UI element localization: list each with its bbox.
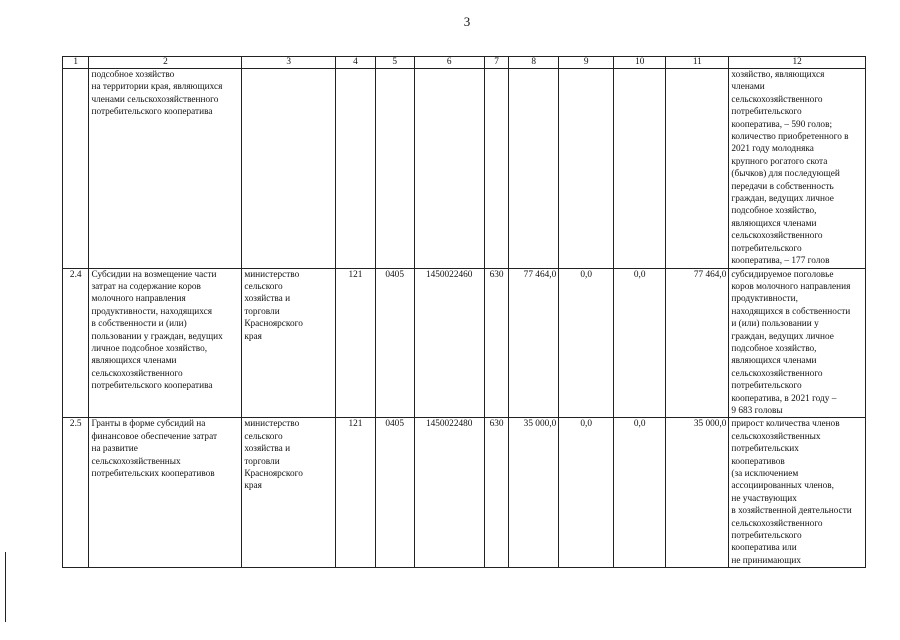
amount-year3-cell xyxy=(614,69,666,269)
section-code-cell: 0405 xyxy=(375,418,414,568)
expense-type-cell: 630 xyxy=(484,418,508,568)
target-article-cell: 1450022460 xyxy=(414,268,484,418)
page-number: 3 xyxy=(463,14,471,29)
column-header: 9 xyxy=(559,57,614,69)
expense-type-cell: 630 xyxy=(484,268,508,418)
column-header: 11 xyxy=(666,57,729,69)
expected-result-cell: прирост количества членов сельскохозяйственных потребительских кооперативов (за исключением ассоциированных членов, не участвующих в хозяйственной деятельности сельскохозяйственного потребительского кооператива или не принимающих xyxy=(729,418,866,568)
row-number-cell: 2.4 xyxy=(63,268,89,418)
row-number-cell: 2.5 xyxy=(63,418,89,568)
amount-year3-cell: 0,0 xyxy=(614,418,666,568)
amount-total-cell: 35 000,0 xyxy=(666,418,729,568)
target-article-cell xyxy=(414,69,484,269)
amount-year1-cell: 77 464,0 xyxy=(509,268,559,418)
table-row-2-4 xyxy=(63,268,866,418)
grbs-code-cell: 121 xyxy=(336,418,376,568)
column-number-row xyxy=(63,57,866,69)
section-code-cell xyxy=(375,69,414,269)
amount-year1-cell: 35 000,0 xyxy=(509,418,559,568)
grbs-code-cell: 121 xyxy=(336,268,376,418)
column-header: 4 xyxy=(336,57,376,69)
column-header: 2 xyxy=(89,57,242,69)
amount-total-cell xyxy=(666,69,729,269)
expected-result-cell: хозяйство, являющихся членами сельскохозяйственного потребительского кооператива, – 590 голов; количество приобретенного в 2021 году молодняка крупного рогатого скота (бычков) для последующей передачи в собственность граждан, ведущих личное подсобное хозяйство, являющихся членами сельскохозяйственного потребительского кооператива, – 177 голов xyxy=(729,69,866,269)
section-code-cell: 0405 xyxy=(375,268,414,418)
ministry-cell: министерство сельского хозяйства и торговли Красноярского края xyxy=(242,418,336,568)
grbs-code-cell xyxy=(336,69,376,269)
column-header: 6 xyxy=(414,57,484,69)
column-header: 5 xyxy=(375,57,414,69)
amount-year2-cell: 0,0 xyxy=(559,418,614,568)
scan-edge-mark xyxy=(5,552,6,622)
ministry-cell xyxy=(242,69,336,269)
column-header: 1 xyxy=(63,57,89,69)
amount-total-cell: 77 464,0 xyxy=(666,268,729,418)
amount-year2-cell: 0,0 xyxy=(559,268,614,418)
amount-year3-cell: 0,0 xyxy=(614,268,666,418)
measure-name-cell: Гранты в форме субсидий на финансовое обеспечение затрат на развитие сельскохозяйственных потребительских кооперативов xyxy=(89,418,242,568)
amount-year2-cell xyxy=(559,69,614,269)
measure-name-cell: подсобное хозяйство на территории края, являющихся членами сельскохозяйственного потребительского кооператива xyxy=(89,69,242,269)
expected-result-cell: субсидируемое поголовье коров молочного направления продуктивности, находящихся в собственности и (или) пользовании у граждан, ведущих личное подсобное хозяйство, являющихся членами сельскохозяйственного потребительского кооператива, в 2021 году – 9 683 головы xyxy=(729,268,866,418)
table-row-continuation xyxy=(63,69,866,269)
column-header: 7 xyxy=(484,57,508,69)
row-number-cell xyxy=(63,69,89,269)
target-article-cell: 1450022480 xyxy=(414,418,484,568)
ministry-cell: министерство сельского хозяйства и торговли Красноярского края xyxy=(242,268,336,418)
column-header: 8 xyxy=(509,57,559,69)
table-row-2-5 xyxy=(63,418,866,568)
budget-table xyxy=(62,56,866,568)
measure-name-cell: Субсидии на возмещение части затрат на содержание коров молочного направления продуктивности, находящихся в собственности и (или) пользовании у граждан, ведущих личное подсобное хозяйство, являющихся членами сельскохозяйственного потребительского кооператива xyxy=(89,268,242,418)
amount-year1-cell xyxy=(509,69,559,269)
expense-type-cell xyxy=(484,69,508,269)
column-header: 3 xyxy=(242,57,336,69)
column-header: 10 xyxy=(614,57,666,69)
column-header: 12 xyxy=(729,57,866,69)
